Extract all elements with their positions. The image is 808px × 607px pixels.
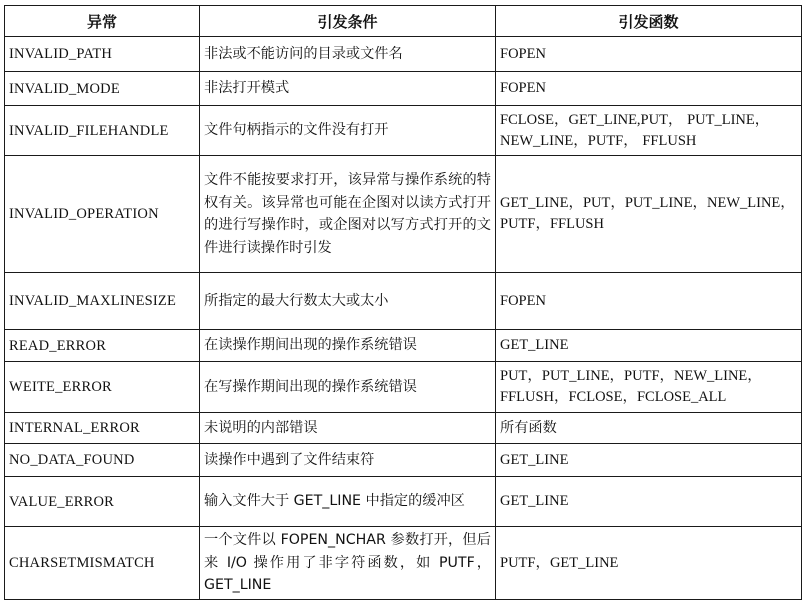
functions-cell: GET_LINE，PUT，PUT_LINE，NEW_LINE，PUTF，FFLUSH: [496, 156, 802, 273]
exception-table-sheet: [4, 5, 801, 600]
condition-cell: 在读操作期间出现的操作系统错误: [200, 330, 496, 362]
functions-cell: GET_LINE: [496, 444, 802, 477]
table-row: [5, 477, 802, 527]
functions-cell: PUT，PUT_LINE，PUTF，NEW_LINE，FFLUSH，FCLOSE，FCLOSE_ALL: [496, 362, 802, 413]
functions-cell: 所有函数: [496, 413, 802, 444]
condition-cell: 非法打开模式: [200, 72, 496, 106]
exception-name-cell: INVALID_FILEHANDLE: [5, 106, 200, 156]
condition-cell: 在写操作期间出现的操作系统错误: [200, 362, 496, 413]
table-row: [5, 527, 802, 600]
condition-cell: 非法或不能访问的目录或文件名: [200, 37, 496, 72]
functions-cell: FOPEN: [496, 273, 802, 330]
condition-cell: 所指定的最大行数太大或太小: [200, 273, 496, 330]
functions-cell: GET_LINE: [496, 330, 802, 362]
exception-name-cell: CHARSETMISMATCH: [5, 527, 200, 600]
table-row: [5, 362, 802, 413]
exception-name-cell: READ_ERROR: [5, 330, 200, 362]
exception-name-cell: VALUE_ERROR: [5, 477, 200, 527]
exception-name-cell: WEITE_ERROR: [5, 362, 200, 413]
header-exception: 异常: [5, 6, 200, 37]
functions-cell: FOPEN: [496, 72, 802, 106]
exception-name-cell: INVALID_PATH: [5, 37, 200, 72]
functions-cell: GET_LINE: [496, 477, 802, 527]
condition-cell: 未说明的内部错误: [200, 413, 496, 444]
exception-table: [4, 5, 802, 600]
functions-cell: FCLOSE，GET_LINE,PUT， PUT_LINE，NEW_LINE，PUTF， FFLUSH: [496, 106, 802, 156]
header-row: [5, 6, 802, 37]
exception-name-cell: INTERNAL_ERROR: [5, 413, 200, 444]
condition-cell: 一个文件以 FOPEN_NCHAR 参数打开，但后来 I/O 操作用了非字符函数，如 PUTF，GET_LINE: [200, 527, 496, 600]
table-row: [5, 413, 802, 444]
condition-cell: 文件不能按要求打开，该异常与操作系统的特权有关。该异常也可能在企图对以读方式打开的进行写操作时，或企图对以写方式打开的文件进行读操作时引发: [200, 156, 496, 273]
exception-name-cell: INVALID_MAXLINESIZE: [5, 273, 200, 330]
condition-cell: 读操作中遇到了文件结束符: [200, 444, 496, 477]
functions-cell: FOPEN: [496, 37, 802, 72]
table-row: [5, 72, 802, 106]
functions-cell: PUTF，GET_LINE: [496, 527, 802, 600]
table-row: [5, 273, 802, 330]
condition-cell: 文件句柄指示的文件没有打开: [200, 106, 496, 156]
exception-name-cell: NO_DATA_FOUND: [5, 444, 200, 477]
table-row: [5, 330, 802, 362]
table-row: [5, 106, 802, 156]
condition-cell: 输入文件大于 GET_LINE 中指定的缓冲区: [200, 477, 496, 527]
exception-name-cell: INVALID_MODE: [5, 72, 200, 106]
header-functions: 引发函数: [496, 6, 802, 37]
table-row: [5, 444, 802, 477]
table-row: [5, 156, 802, 273]
table-row: [5, 37, 802, 72]
exception-name-cell: INVALID_OPERATION: [5, 156, 200, 273]
header-condition: 引发条件: [200, 6, 496, 37]
